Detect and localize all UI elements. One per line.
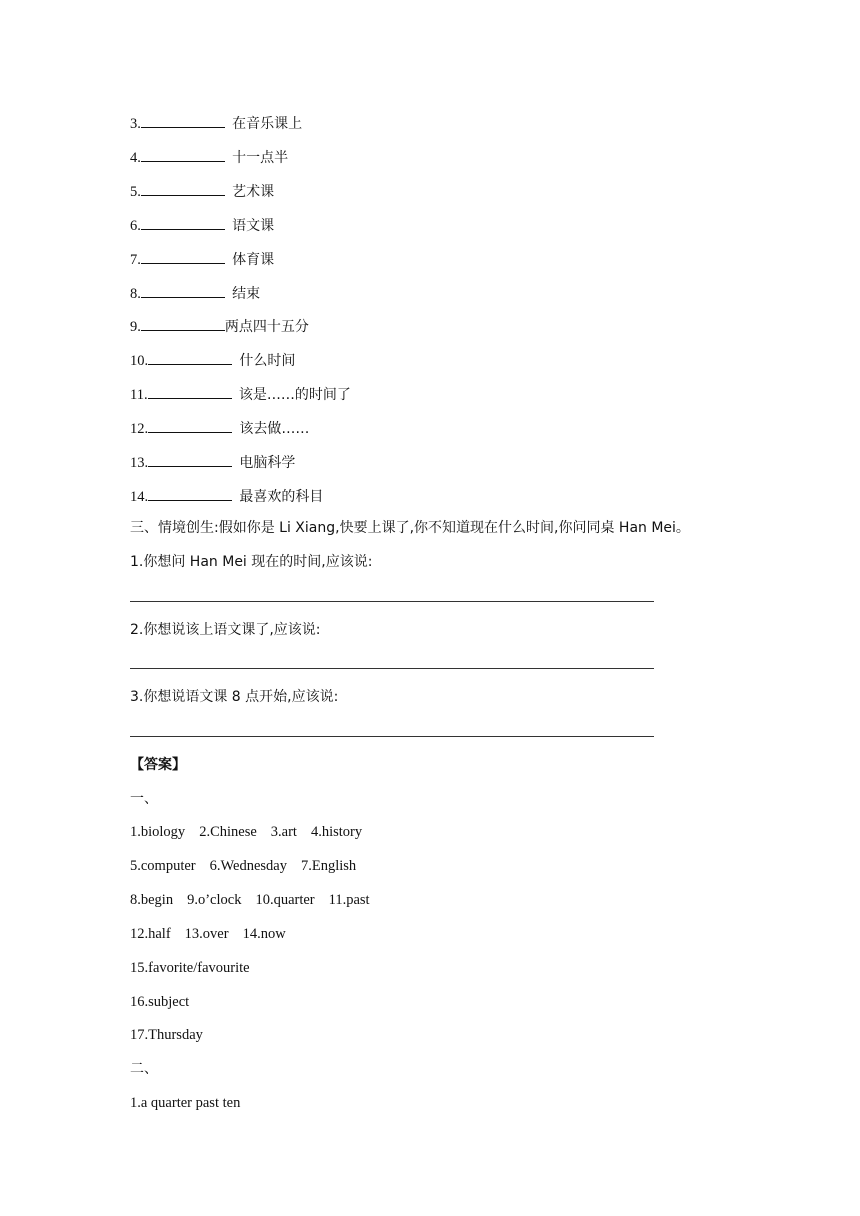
item-number: 14. [130, 489, 149, 505]
answer-blank[interactable] [148, 350, 232, 365]
vocab-item [130, 486, 323, 506]
item-meaning: 在音乐课上 [232, 116, 303, 132]
vocab-item [130, 283, 260, 303]
item-meaning: 最喜欢的科目 [239, 489, 324, 505]
vocab-item [130, 249, 274, 269]
answer-blank[interactable] [141, 113, 225, 128]
item-number: 5. [130, 184, 141, 200]
answer-entry: 13.over [184, 926, 229, 942]
item-number: 12. [130, 421, 149, 437]
answer-writing-line[interactable] [130, 601, 654, 602]
answer-row [130, 925, 286, 943]
answer-blank[interactable] [148, 418, 232, 433]
answer-entry: 9.o’clock [187, 892, 242, 908]
vocab-item [130, 452, 295, 472]
item-number: 13. [130, 455, 149, 471]
answers-heading: 【答案】 [130, 757, 186, 773]
vocab-item [130, 350, 295, 370]
vocab-item [130, 113, 302, 133]
scenario-question: 2.你想说该上语文课了,应该说: [130, 622, 321, 638]
answer-writing-line[interactable] [130, 736, 654, 737]
answer-row [130, 857, 356, 875]
item-meaning: 体育课 [232, 252, 275, 268]
item-meaning: 结束 [232, 286, 261, 302]
answer-entry: 14.now [242, 926, 286, 942]
answer-row [130, 891, 370, 909]
section3-instruction: 三、情境创生:假如你是 Li Xiang,快要上课了,你不知道现在什么时间,你问同桌 Han Mei。 [130, 520, 690, 536]
answer-row [130, 1094, 240, 1112]
item-number: 4. [130, 150, 141, 166]
answer-entry: 4.history [310, 824, 363, 840]
item-meaning: 艺术课 [232, 184, 275, 200]
answer-blank[interactable] [141, 316, 225, 331]
answer-entry: 7.English [301, 858, 357, 874]
answer-entry: 15.favorite/favourite [130, 960, 250, 976]
answer-blank[interactable] [141, 249, 225, 264]
answer-row [130, 959, 250, 977]
answer-entry: 3.art [270, 824, 297, 840]
answers-part1-label: 一、 [130, 791, 158, 807]
answer-entry: 1.a quarter past ten [130, 1095, 241, 1111]
answer-blank[interactable] [141, 147, 225, 162]
answer-blank[interactable] [141, 283, 225, 298]
vocab-item [130, 181, 274, 201]
scenario-question: 1.你想问 Han Mei 现在的时间,应该说: [130, 554, 373, 570]
vocab-item [130, 147, 288, 167]
item-meaning: 电脑科学 [239, 455, 296, 471]
answer-entry: 11.past [328, 892, 370, 908]
vocab-item [130, 418, 309, 438]
item-number: 6. [130, 218, 141, 234]
item-meaning: 该去做…… [239, 421, 310, 437]
answer-blank[interactable] [148, 384, 232, 399]
vocab-item [130, 384, 351, 404]
item-number: 8. [130, 286, 141, 302]
item-meaning: 什么时间 [239, 353, 296, 369]
item-number: 10. [130, 353, 149, 369]
answer-entry: 2.Chinese [199, 824, 257, 840]
answer-entry: 17.Thursday [130, 1027, 203, 1043]
item-meaning: 两点四十五分 [224, 319, 309, 335]
answer-blank[interactable] [148, 452, 232, 467]
answer-entry: 8.begin [130, 892, 174, 908]
answer-blank[interactable] [141, 215, 225, 230]
scenario-question: 3.你想说语文课 8 点开始,应该说: [130, 689, 339, 705]
answers-part2-label: 二、 [130, 1061, 158, 1077]
answer-entry: 5.computer [130, 858, 196, 874]
answer-entry: 6.Wednesday [209, 858, 287, 874]
answer-entry: 10.quarter [255, 892, 315, 908]
answer-blank[interactable] [148, 486, 232, 501]
vocab-item [130, 316, 309, 336]
item-meaning: 该是……的时间了 [238, 387, 351, 403]
answer-entry: 12.half [130, 926, 171, 942]
answer-row [130, 1026, 203, 1044]
answer-entry: 1.biology [130, 824, 186, 840]
answer-row [130, 993, 189, 1011]
answer-writing-line[interactable] [130, 668, 654, 669]
item-number: 7. [130, 252, 141, 268]
item-number: 9. [130, 319, 141, 335]
answer-entry: 16.subject [130, 994, 190, 1010]
answer-row [130, 823, 362, 841]
item-meaning: 语文课 [232, 218, 275, 234]
answer-blank[interactable] [141, 181, 225, 196]
item-number: 11. [130, 387, 148, 403]
vocab-item [130, 215, 274, 235]
item-meaning: 十一点半 [232, 150, 289, 166]
item-number: 3. [130, 116, 141, 132]
